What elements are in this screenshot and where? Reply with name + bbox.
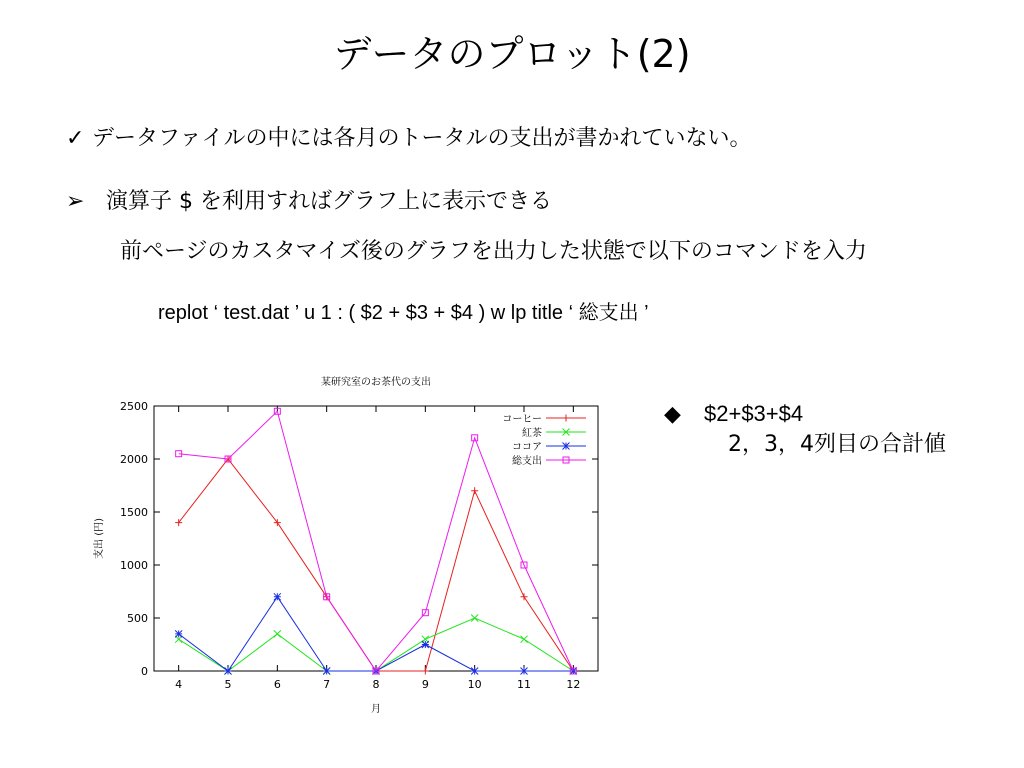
x-tick-label: 9 <box>421 678 429 691</box>
x-tick-label: 10 <box>467 678 482 691</box>
data-point-marker <box>521 668 528 675</box>
bullet-2 <box>66 187 552 217</box>
data-point-marker <box>521 636 528 643</box>
bullet-2-subtext: 前ページのカスタマイズ後のグラフを出力した状態で以下のコマンドを入力 <box>120 239 867 264</box>
note-expression: $2+$3+$4 <box>704 401 804 426</box>
legend-label: ココア <box>512 442 542 453</box>
series-line-2 <box>179 618 574 671</box>
legend-label: コーヒー <box>502 414 542 425</box>
y-tick-label: 1000 <box>120 559 148 572</box>
arrow-bullet-icon: ➢ <box>66 189 85 214</box>
x-tick-label: 6 <box>273 678 281 691</box>
command-line: replot ‘ test.dat ’ u 1 : ( $2 + $3 + $4 ) w lp title ‘ 総支出 ’ <box>158 302 649 324</box>
y-tick-label: 1500 <box>120 506 148 519</box>
data-point-marker <box>175 630 182 637</box>
bullet-1 <box>66 124 752 154</box>
slide-title: データのプロット(2) <box>333 32 691 76</box>
diamond-bullet-icon: ◆ <box>664 401 681 426</box>
y-tick-label: 2000 <box>120 453 148 466</box>
data-point-marker <box>521 593 528 600</box>
note-line-1 <box>664 399 803 429</box>
data-point-marker <box>422 641 429 648</box>
y-tick-label: 500 <box>127 612 148 625</box>
chart-title: 某研究室のお茶代の支出 <box>321 377 431 388</box>
x-tick-label: 4 <box>175 678 183 691</box>
line-chart <box>88 368 608 723</box>
data-point-marker <box>323 668 330 675</box>
x-tick-label: 11 <box>517 678 531 691</box>
series-line-1 <box>179 459 574 671</box>
data-point-marker <box>570 668 577 675</box>
x-tick-label: 12 <box>566 678 581 691</box>
data-point-marker <box>471 668 478 675</box>
legend-label: 総支出 <box>512 456 542 467</box>
y-tick-label: 0 <box>141 665 148 678</box>
bullet-2-text: 演算子 $ を利用すればグラフ上に表示できる <box>106 189 552 214</box>
y-tick-label: 2500 <box>120 400 148 413</box>
x-tick-label: 8 <box>372 678 380 691</box>
data-point-marker <box>563 443 570 450</box>
x-axis-label: 月 <box>371 704 381 715</box>
x-tick-label: 7 <box>323 678 331 691</box>
data-point-marker <box>471 487 478 494</box>
data-point-marker <box>563 415 570 422</box>
check-icon: ✓ <box>66 126 85 151</box>
legend-label: 紅茶 <box>522 428 542 439</box>
data-point-marker <box>471 615 478 622</box>
y-axis-label: 支出 (円) <box>94 518 105 559</box>
note-line-2: 2，3，4列目の合計値 <box>728 432 946 457</box>
data-point-marker <box>422 668 429 675</box>
data-point-marker <box>274 630 281 637</box>
data-point-marker <box>225 668 232 675</box>
data-point-marker <box>274 593 281 600</box>
series-line-3 <box>179 597 574 671</box>
x-tick-label: 5 <box>224 678 232 691</box>
bullet-1-text: データファイルの中には各月のトータルの支出が書かれていない。 <box>92 126 752 151</box>
